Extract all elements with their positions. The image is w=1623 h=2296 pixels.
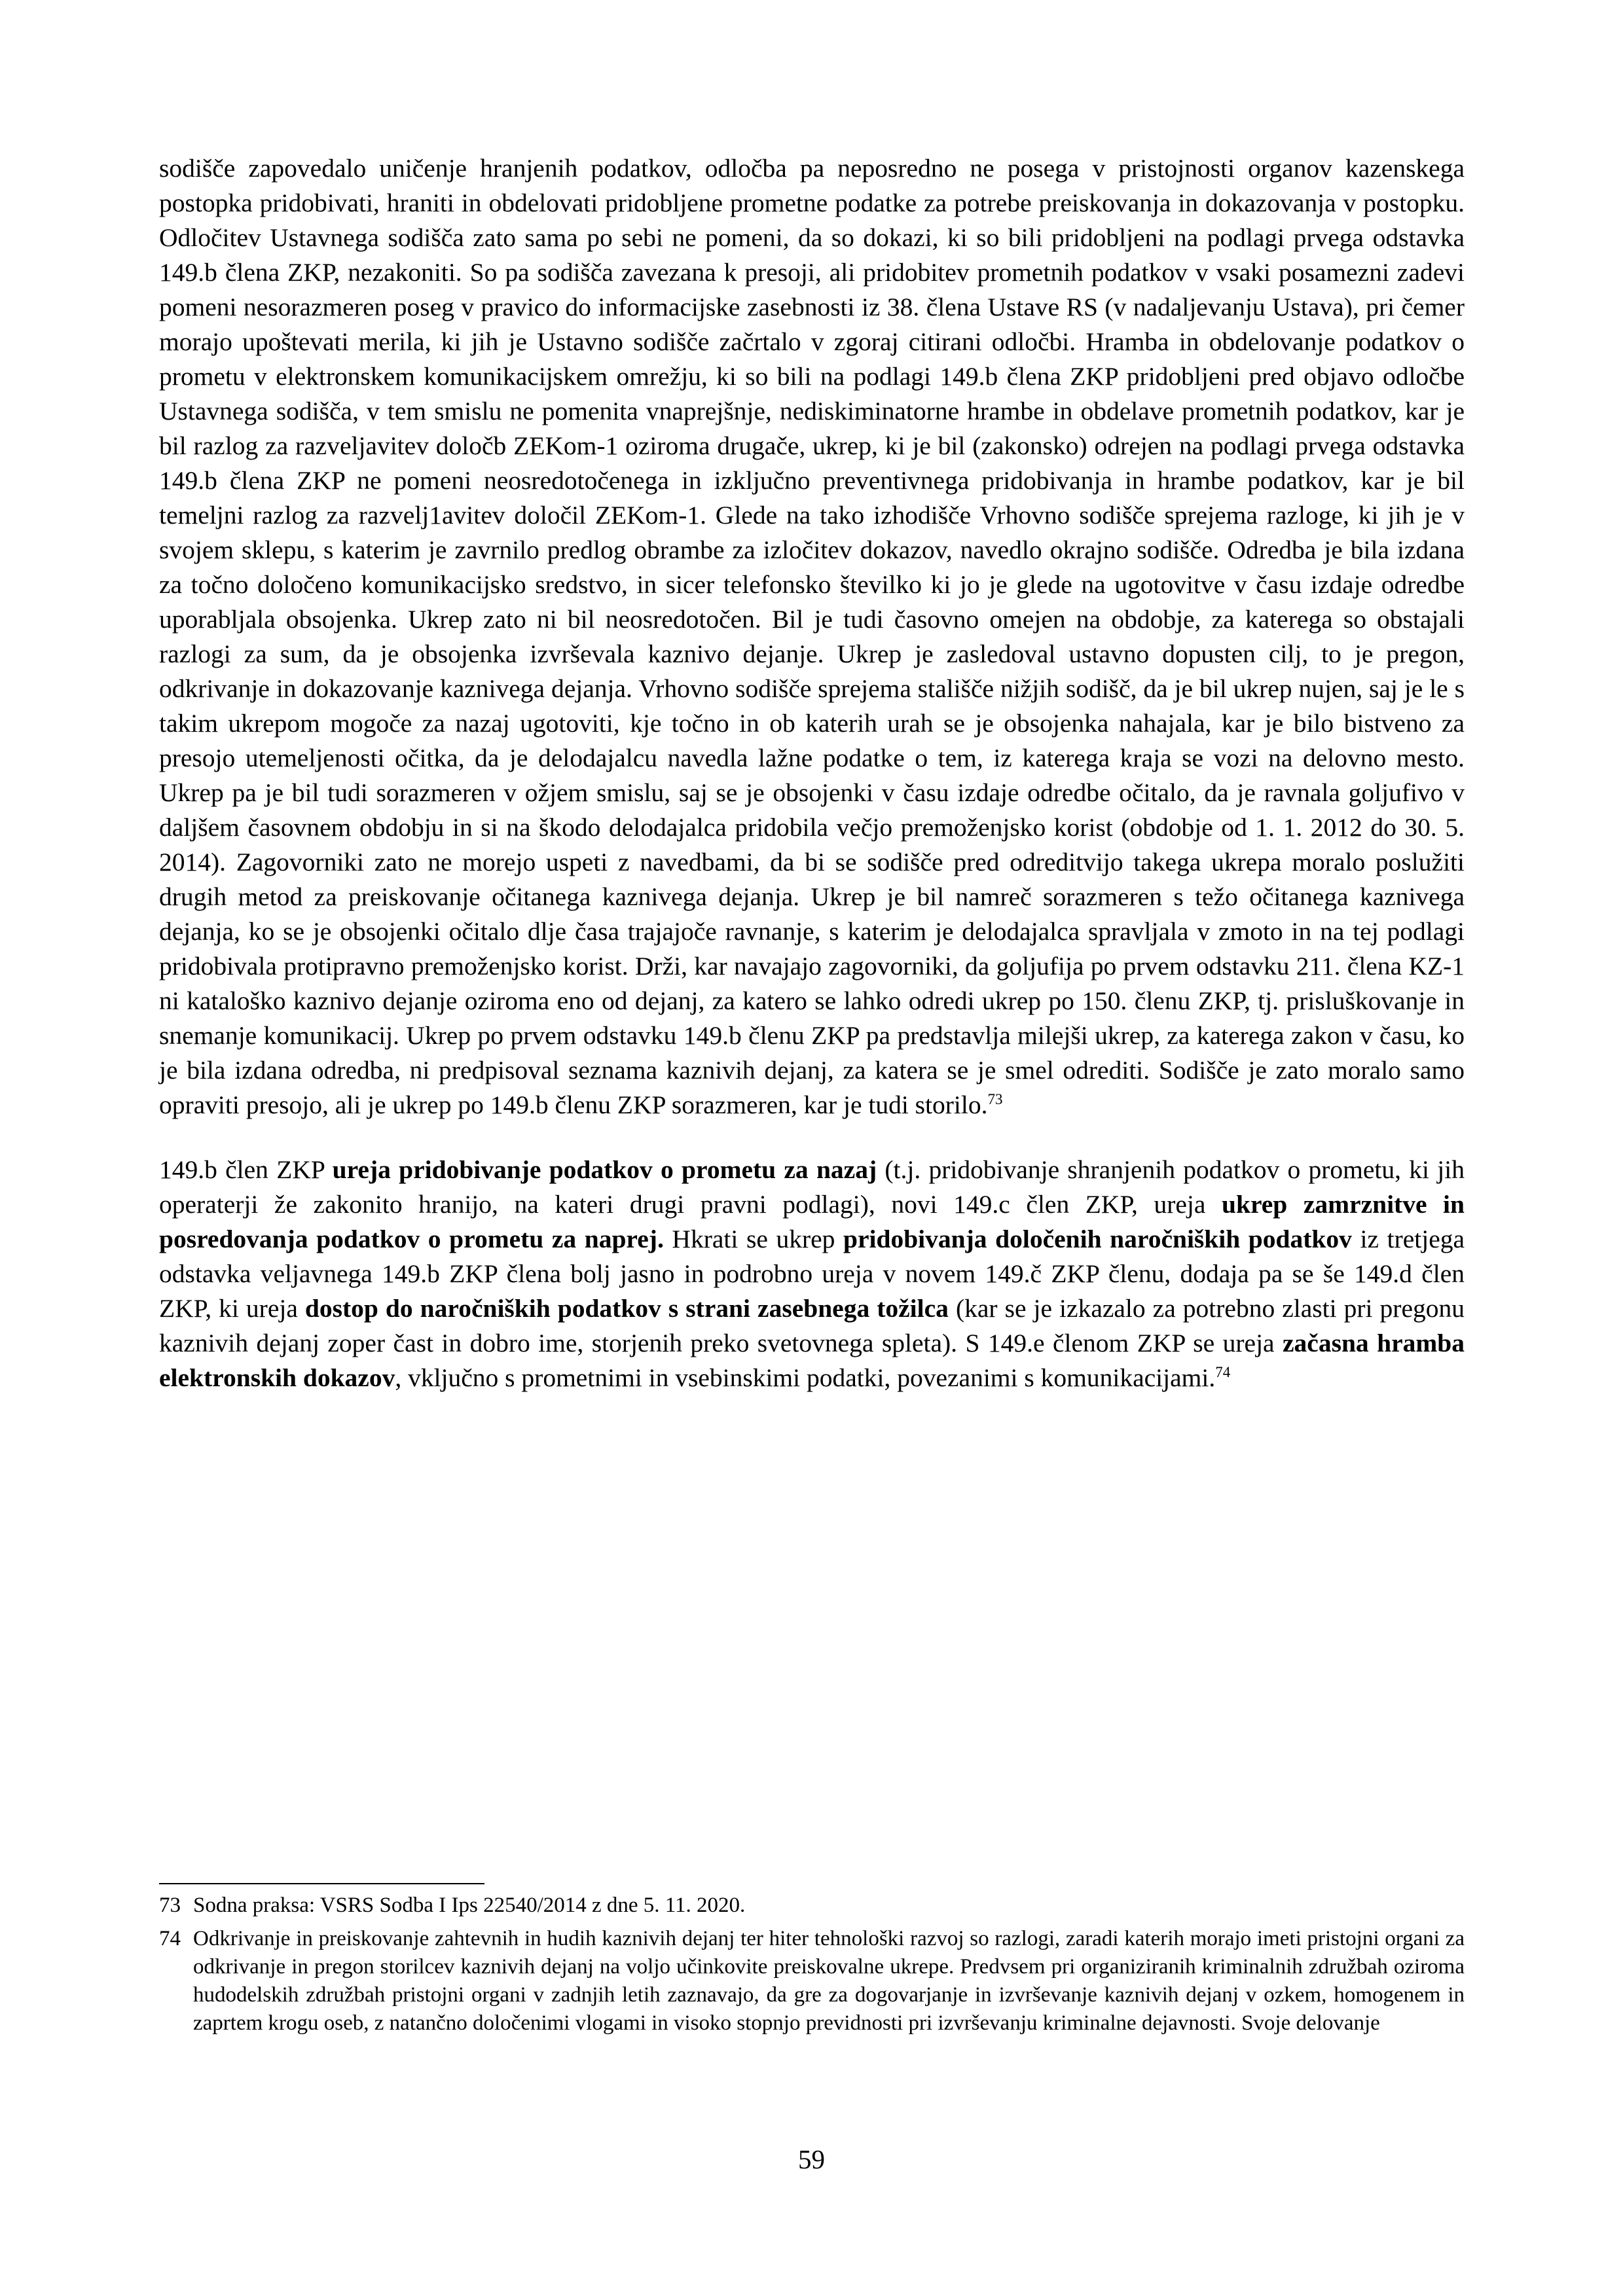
footnote: [159, 1925, 1465, 2037]
paragraph-2-text-2: (t.j. pridobivanje shranjenih podatkov o prometu, ki jih operaterji že zakonito hranijo, na kateri drugi pravni podlagi), novi 149.c člen ZKP, ureja: [159, 1155, 1465, 1219]
emphasis-freeze-traffic-data: ukrep zamrznitve in posredovanja podatkov o prometu za naprej.: [159, 1190, 1465, 1253]
footnote-text: Odkrivanje in preiskovanje zahtevnih in hudih kaznivih dejanj ter hiter tehnološki razvoj so razlogi, zaradi katerih morajo imeti pristojni organi za odkrivanje in pregon storilcev kaznivih dejanj na voljo učinkovite preiskovalne ukrepe. Predvsem pri organiziranih kriminalnih združbah oziroma hudodelskih združbah pristojni organi v zadnjih letih zaznavajo, da gre za dogovarjanje in izvrševanje kaznivih dejanj v ozkem, homogenem in zaprtem krogu oseb, z natančno določenimi vlogami in visoko stopnjo previdnosti pri izvrševanju kriminalne dejavnosti. Svoje delovanje: [193, 1927, 1465, 2035]
footnote: [159, 1892, 1465, 1920]
emphasis-private-prosecutor-access: dostop do naročniških podatkov s strani zasebnega tožilca: [304, 1294, 949, 1323]
footnote-ref-74[interactable]: 74: [1215, 1363, 1231, 1380]
footnote-divider: [159, 1883, 484, 1884]
paragraph-1-text: sodišče zapovedalo uničenje hranjenih podatkov, odločba pa neposredno ne posega v pristojnosti organov kazenskega postopka pridobivati, hraniti in obdelovati pridobljene prometne podatke za potrebe preiskovanja in dokazovanja v postopku. Odločitev Ustavnega sodišča zato sama po sebi ne pomeni, da so dokazi, ki so bili pridobljeni na podlagi prvega odstavka 149.b člena ZKP, nezakoniti. So pa sodišča zavezana k presoji, ali pridobitev prometnih podatkov v vsaki posamezni zadevi pomeni nesorazmeren poseg v pravico do informacijske zasebnosti iz 38. člena Ustave RS (v nadaljevanju Ustava), pri čemer morajo upoštevati merila, ki jih je Ustavno sodišče začrtalo v zgoraj citirani odločbi. Hramba in obdelovanje podatkov o prometu v elektronskem komunikacijskem omrežju, ki so bili na podlagi 149.b člena ZKP pridobljeni pred objavo odločbe Ustavnega sodišča, v tem smislu ne pomenita vnaprejšnje, nediskiminatorne hrambe in obdelave prometnih podatkov, kar je bil razlog za razveljavitev določb ZEKom-1 oziroma drugače, ukrep, ki je bil (zakonsko) odrejen na podlagi prvega odstavka 149.b člena ZKP ne pomeni neosredotočenega in izključno preventivnega pridobivanja in hrambe podatkov, kar je bil temeljni razlog za razvelj1avitev določil ZEKom-1. Glede na tako izhodišče Vrhovno sodišče sprejema razloge, ki jih je v svojem sklepu, s katerim je zavrnilo predlog obrambe za izločitev dokazov, navedlo okrajno sodišče. Odredba je bila izdana za točno določeno komunikacijsko sredstvo, in sicer telefonsko številko ki jo je glede na ugotovitve v času izdaje odredbe uporabljala obsojenka. Ukrep zato ni bil neosredotočen. Bil je tudi časovno omejen na obdobje, za katerega so obstajali razlogi za sum, da je obsojenka izvrševala kaznivo dejanje. Ukrep je zasledoval ustavno dopusten cilj, to je pregon, odkrivanje in dokazovanje kaznivega dejanja. Vrhovno sodišče sprejema stališče nižjih sodišč, da je bil ukrep nujen, saj je le s takim ukrepom mogoče za nazaj ugotoviti, kje točno in ob katerih urah se je obsojenka nahajala, kar je bilo bistveno za presojo utemeljenosti očitka, da je delodajalcu navedla lažne podatke o tem, iz katerega kraja se vozi na delovno mesto. Ukrep pa je bil tudi sorazmeren v ožjem smislu, saj se je obsojenki v času izdaje odredbe očitalo, da je ravnala goljufivo v daljšem časovnem obdobju in si na škodo delodajalca pridobila večjo premoženjsko korist (obdobje od 1. 1. 2012 do 30. 5. 2014). Zagovorniki zato ne morejo uspeti z navedbami, da bi se sodišče pred odreditvijo takega ukrepa moralo poslužiti drugih metod za preiskovanje očitanega kaznivega dejanja. Ukrep je bil namreč sorazmeren s težo očitanega kaznivega dejanja, ko se je obsojenki očitalo dlje časa trajajoče ravnanje, s katerim je delodajalca spravljala v zmoto in na tej podlagi pridobivala protipravno premoženjsko korist. Drži, kar navajajo zagovorniki, da goljufija po prvem odstavku 211. člena KZ-1 ni kataloško kaznivo dejanje oziroma eno od dejanj, za katero se lahko odredi ukrep po 150. členu ZKP, tj. prisluškovanje in snemanje komunikacij. Ukrep po prvem odstavku 149.b členu ZKP pa predstavlja milejši ukrep, za katerega zakon v času, ko je bila izdana odredba, ni predpisoval seznama kaznivih dejanj, za katera se je smel odrediti. Sodišče je zato moralo samo opraviti presojo, ali je ukrep po 149.b členu ZKP sorazmeren, kar je tudi storilo.: [159, 154, 1465, 1119]
footnote-number: 74: [159, 1927, 181, 1950]
emphasis-subscriber-data: pridobivanja določenih naročniških podatkov: [843, 1225, 1352, 1253]
paragraph-2-text-1: 149.b člen ZKP: [159, 1155, 333, 1184]
paragraph-1: [159, 151, 1465, 1122]
page-number: 59: [798, 2144, 825, 2174]
footnote-number: 73: [159, 1893, 181, 1917]
emphasis-temporary-storage: začasna hramba elektronskih dokazov: [159, 1329, 1465, 1392]
body-text: [159, 151, 1465, 1395]
paragraph-2: [159, 1153, 1465, 1395]
paragraph-2-text-5: (kar se je izkazalo za potrebno zlasti pri pregonu kaznivih dejanj zoper čast in dobro ime, storjenih preko svetovnega spleta). S 149.e členom ZKP se ureja: [159, 1294, 1465, 1357]
paragraph-2-text-6: , vključno s prometnimi in vsebinskimi podatki, povezanimi s komunikacijami.: [395, 1363, 1216, 1392]
emphasis-retrospective-traffic-data: ureja pridobivanje podatkov o prometu za nazaj: [332, 1155, 877, 1184]
paragraph-2-text-3: Hkrati se ukrep: [663, 1225, 844, 1253]
paragraph-2-text-4: iz tretjega odstavka veljavnega 149.b ZKP člena bolj jasno in podrobno ureja v novem 149.č ZKP členu, dodaja pa se še 149.d člen ZKP, ki ureja: [159, 1225, 1465, 1323]
footnote-ref-73[interactable]: 73: [987, 1090, 1003, 1107]
footnotes: [159, 1892, 1465, 2043]
footnote-text: Sodna praksa: VSRS Sodba I Ips 22540/2014 z dne 5. 11. 2020.: [193, 1893, 746, 1917]
